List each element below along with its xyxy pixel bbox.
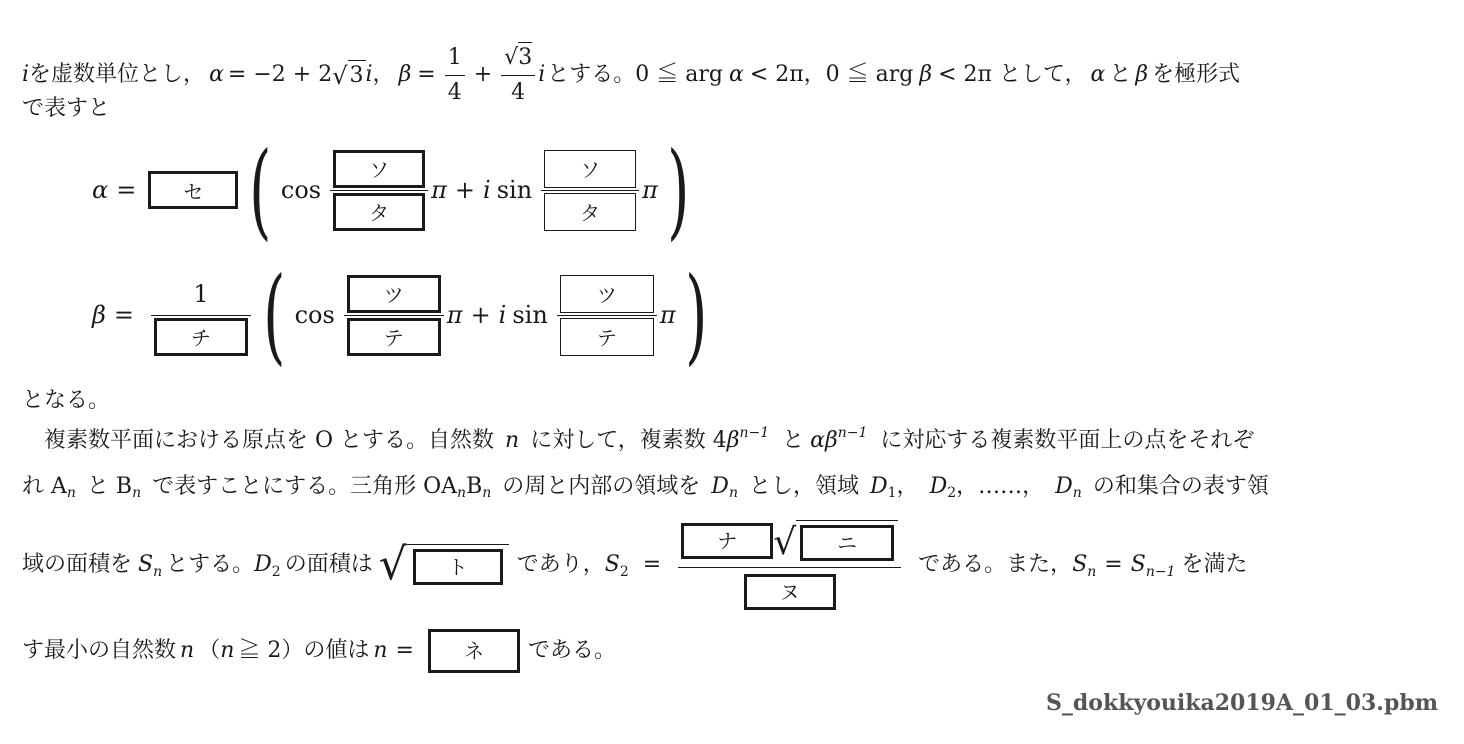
frac-so-ta-cos: [330, 150, 428, 231]
frac-so-ta-sin: [541, 150, 639, 231]
answer-box-so-2[interactable]: ソ: [544, 150, 636, 188]
p1-a: 複素数平面における原点を O とする。自然数: [44, 428, 495, 453]
p2-e: の周と内部の領域を: [502, 474, 701, 499]
p1-b: に対して，複素数 4: [530, 428, 727, 453]
beta-symbol: β: [398, 62, 412, 87]
intro-text-e: と: [1109, 62, 1132, 87]
alpha-symbol: α: [209, 62, 224, 87]
exp-2: n−1: [837, 425, 868, 441]
alpha-polar-equation: [92, 129, 699, 251]
p3-h: を満た: [1181, 552, 1248, 577]
n-var-3: n: [220, 638, 235, 663]
p3-c: の面積は: [284, 552, 373, 577]
sqrt-3-alpha: √ 3: [332, 61, 364, 90]
D-n-1: D: [711, 474, 729, 499]
cos-alpha: cos: [280, 176, 322, 204]
intro-text-f: を極形式: [1152, 62, 1241, 87]
p4-d: =: [395, 638, 414, 663]
sqrt-3-value: 3: [348, 60, 366, 91]
plus-sign: +: [473, 62, 493, 87]
intro-text-b: とする。0 ≦ arg: [547, 62, 723, 87]
D-2: D: [929, 474, 948, 499]
p2-f: とし，領域: [748, 474, 859, 499]
pi-alpha-1: π: [431, 176, 447, 204]
alpha-lhs: α: [92, 176, 109, 204]
beta-symbol-3: β: [1135, 62, 1149, 87]
answer-box-tsu-1[interactable]: ツ: [347, 275, 441, 313]
frac-tsu-te-cos: [344, 275, 444, 356]
beta-symbol-2: β: [919, 62, 933, 87]
alpha-eq: =: [116, 176, 137, 204]
frac-1-4: [445, 43, 465, 108]
naru-line: [22, 386, 110, 416]
n-var-1: n: [505, 428, 520, 453]
para-line-4: [22, 626, 616, 676]
frac-1-4-num: 1: [447, 44, 462, 70]
answer-box-to[interactable]: ト: [413, 549, 503, 585]
alpha-symbol-2: α: [728, 62, 744, 87]
answer-box-te-2[interactable]: テ: [560, 318, 654, 356]
intro-text-a: を虚数単位とし，: [29, 62, 206, 87]
beta-exp-1: β: [726, 428, 740, 453]
p3-b: とする。: [166, 552, 255, 577]
S-n-1: S: [138, 552, 154, 577]
answer-box-ne[interactable]: ネ: [428, 629, 520, 673]
intro-text-d: < 2π として，: [938, 62, 1087, 87]
S-n-2: S: [1072, 552, 1088, 577]
answer-box-ta-1[interactable]: タ: [333, 193, 425, 231]
intro-line-2: [22, 94, 110, 124]
sub-2: 2: [947, 485, 957, 501]
sub-n-5: n: [728, 485, 738, 501]
intro-text-line2: で表すと: [22, 96, 111, 121]
imag-beta: i: [498, 301, 507, 329]
sub-1: 1: [887, 485, 897, 501]
answer-box-ni[interactable]: ニ: [800, 525, 894, 561]
p2-c: で表すことにする。三角形 OA: [152, 474, 458, 499]
imag-unit-2: i: [365, 62, 373, 87]
answer-box-nu[interactable]: ヌ: [744, 574, 836, 610]
intro-line-1: [22, 42, 1240, 108]
pi-beta-1: π: [446, 301, 463, 329]
sub-n-2: n: [132, 485, 142, 501]
sqrt-to: √ ト: [379, 543, 509, 587]
frac-na-ni-nu: [678, 520, 901, 610]
frac-sqrt3-den: 4: [511, 80, 526, 105]
sqrt-ni: √ ニ: [773, 520, 898, 561]
beta-eq-2: =: [113, 301, 134, 329]
intro-text-c: < 2π，0 ≦ arg: [749, 62, 914, 87]
p4-b: （: [198, 638, 221, 663]
answer-box-se[interactable]: セ: [148, 171, 238, 209]
pi-alpha-2: π: [642, 176, 658, 204]
plus-alpha: +: [454, 176, 476, 204]
n-var-2: n: [180, 638, 195, 663]
beta-exp-2: β: [825, 428, 838, 453]
p4-a: す最小の自然数: [22, 638, 177, 663]
p4-c: ≧ 2）の値は: [238, 638, 370, 663]
D-2b: D: [254, 552, 272, 577]
answer-box-so-1[interactable]: ソ: [333, 150, 425, 188]
cos-beta: cos: [294, 301, 335, 329]
para-line-2: [22, 472, 1269, 502]
sub-n-3: n: [457, 485, 467, 501]
imag-unit-3: i: [538, 62, 546, 87]
p2-h: ，……，: [956, 474, 1045, 499]
p3-g: =: [1104, 552, 1123, 577]
frac-1-chi-num: 1: [193, 279, 209, 308]
right-paren-alpha: ): [667, 129, 690, 251]
p3-f: である。また，: [918, 552, 1073, 577]
right-paren-beta: ): [684, 254, 708, 376]
imag-unit: i: [22, 62, 30, 87]
alpha-exp: α: [810, 428, 826, 453]
p2-i: の和集合の表す領: [1092, 474, 1269, 499]
p2-d: B: [466, 474, 483, 499]
para-line-3: 域の面積を S n とする。 D 2 の面積は √ ト であり， S 2 = ナ √ ニ ヌ である。また， S n = S n−1 を満た: [22, 510, 1247, 620]
p3-d: であり，: [516, 552, 605, 577]
answer-box-tsu-2[interactable]: ツ: [560, 275, 654, 313]
left-paren-alpha: (: [249, 129, 272, 251]
exp-1: n−1: [739, 425, 770, 441]
frac-1-chi: [151, 275, 251, 356]
imag-alpha: i: [483, 176, 491, 204]
naru-text: となる。: [22, 388, 111, 413]
sub-n-1: n: [66, 485, 76, 501]
frac-sqrt3-num: √ 3: [501, 42, 535, 73]
beta-polar-equation: [92, 254, 716, 376]
sin-alpha: sin: [496, 176, 533, 204]
S-n-3: S: [1130, 552, 1146, 577]
frac-sqrt3-4: [501, 42, 535, 108]
file-label: S_dokkyouika2019A_01_03.pbm: [1046, 690, 1438, 716]
answer-box-chi[interactable]: チ: [154, 318, 248, 356]
frac-tsu-te-sin: [557, 275, 657, 356]
alpha-def: = −2 + 2: [227, 62, 333, 87]
D-1: D: [869, 474, 888, 499]
para-line-1: [44, 426, 1254, 456]
sub-n-4: n: [482, 485, 492, 501]
beta-lhs: β: [92, 301, 106, 329]
p1-c: と: [782, 428, 805, 453]
left-paren-beta: (: [263, 254, 286, 376]
D-n-2: D: [1055, 474, 1073, 499]
answer-box-te-1[interactable]: テ: [347, 318, 441, 356]
pi-beta-2: π: [659, 301, 676, 329]
frac-1-4-den: 4: [447, 79, 462, 105]
answer-box-ta-2[interactable]: タ: [544, 193, 636, 231]
beta-eq: =: [417, 62, 436, 87]
p4-e: である。: [527, 638, 616, 663]
alpha-tail: ，: [372, 62, 395, 87]
sub-n-6: n: [1072, 485, 1082, 501]
p3-a: 域の面積を: [22, 552, 133, 577]
answer-box-na[interactable]: ナ: [681, 523, 773, 559]
p3-e: =: [642, 552, 662, 577]
p1-d: に対応する複素数平面上の点をそれぞ: [880, 428, 1255, 453]
p2-a: れ A: [22, 474, 67, 499]
p2-g: ，: [896, 474, 919, 499]
p2-b: と B: [86, 474, 133, 499]
n-var-4: n: [373, 638, 388, 663]
S-2: S: [604, 552, 620, 577]
alpha-symbol-3: α: [1090, 62, 1106, 87]
sin-beta: sin: [512, 301, 548, 329]
plus-beta: +: [470, 301, 491, 329]
